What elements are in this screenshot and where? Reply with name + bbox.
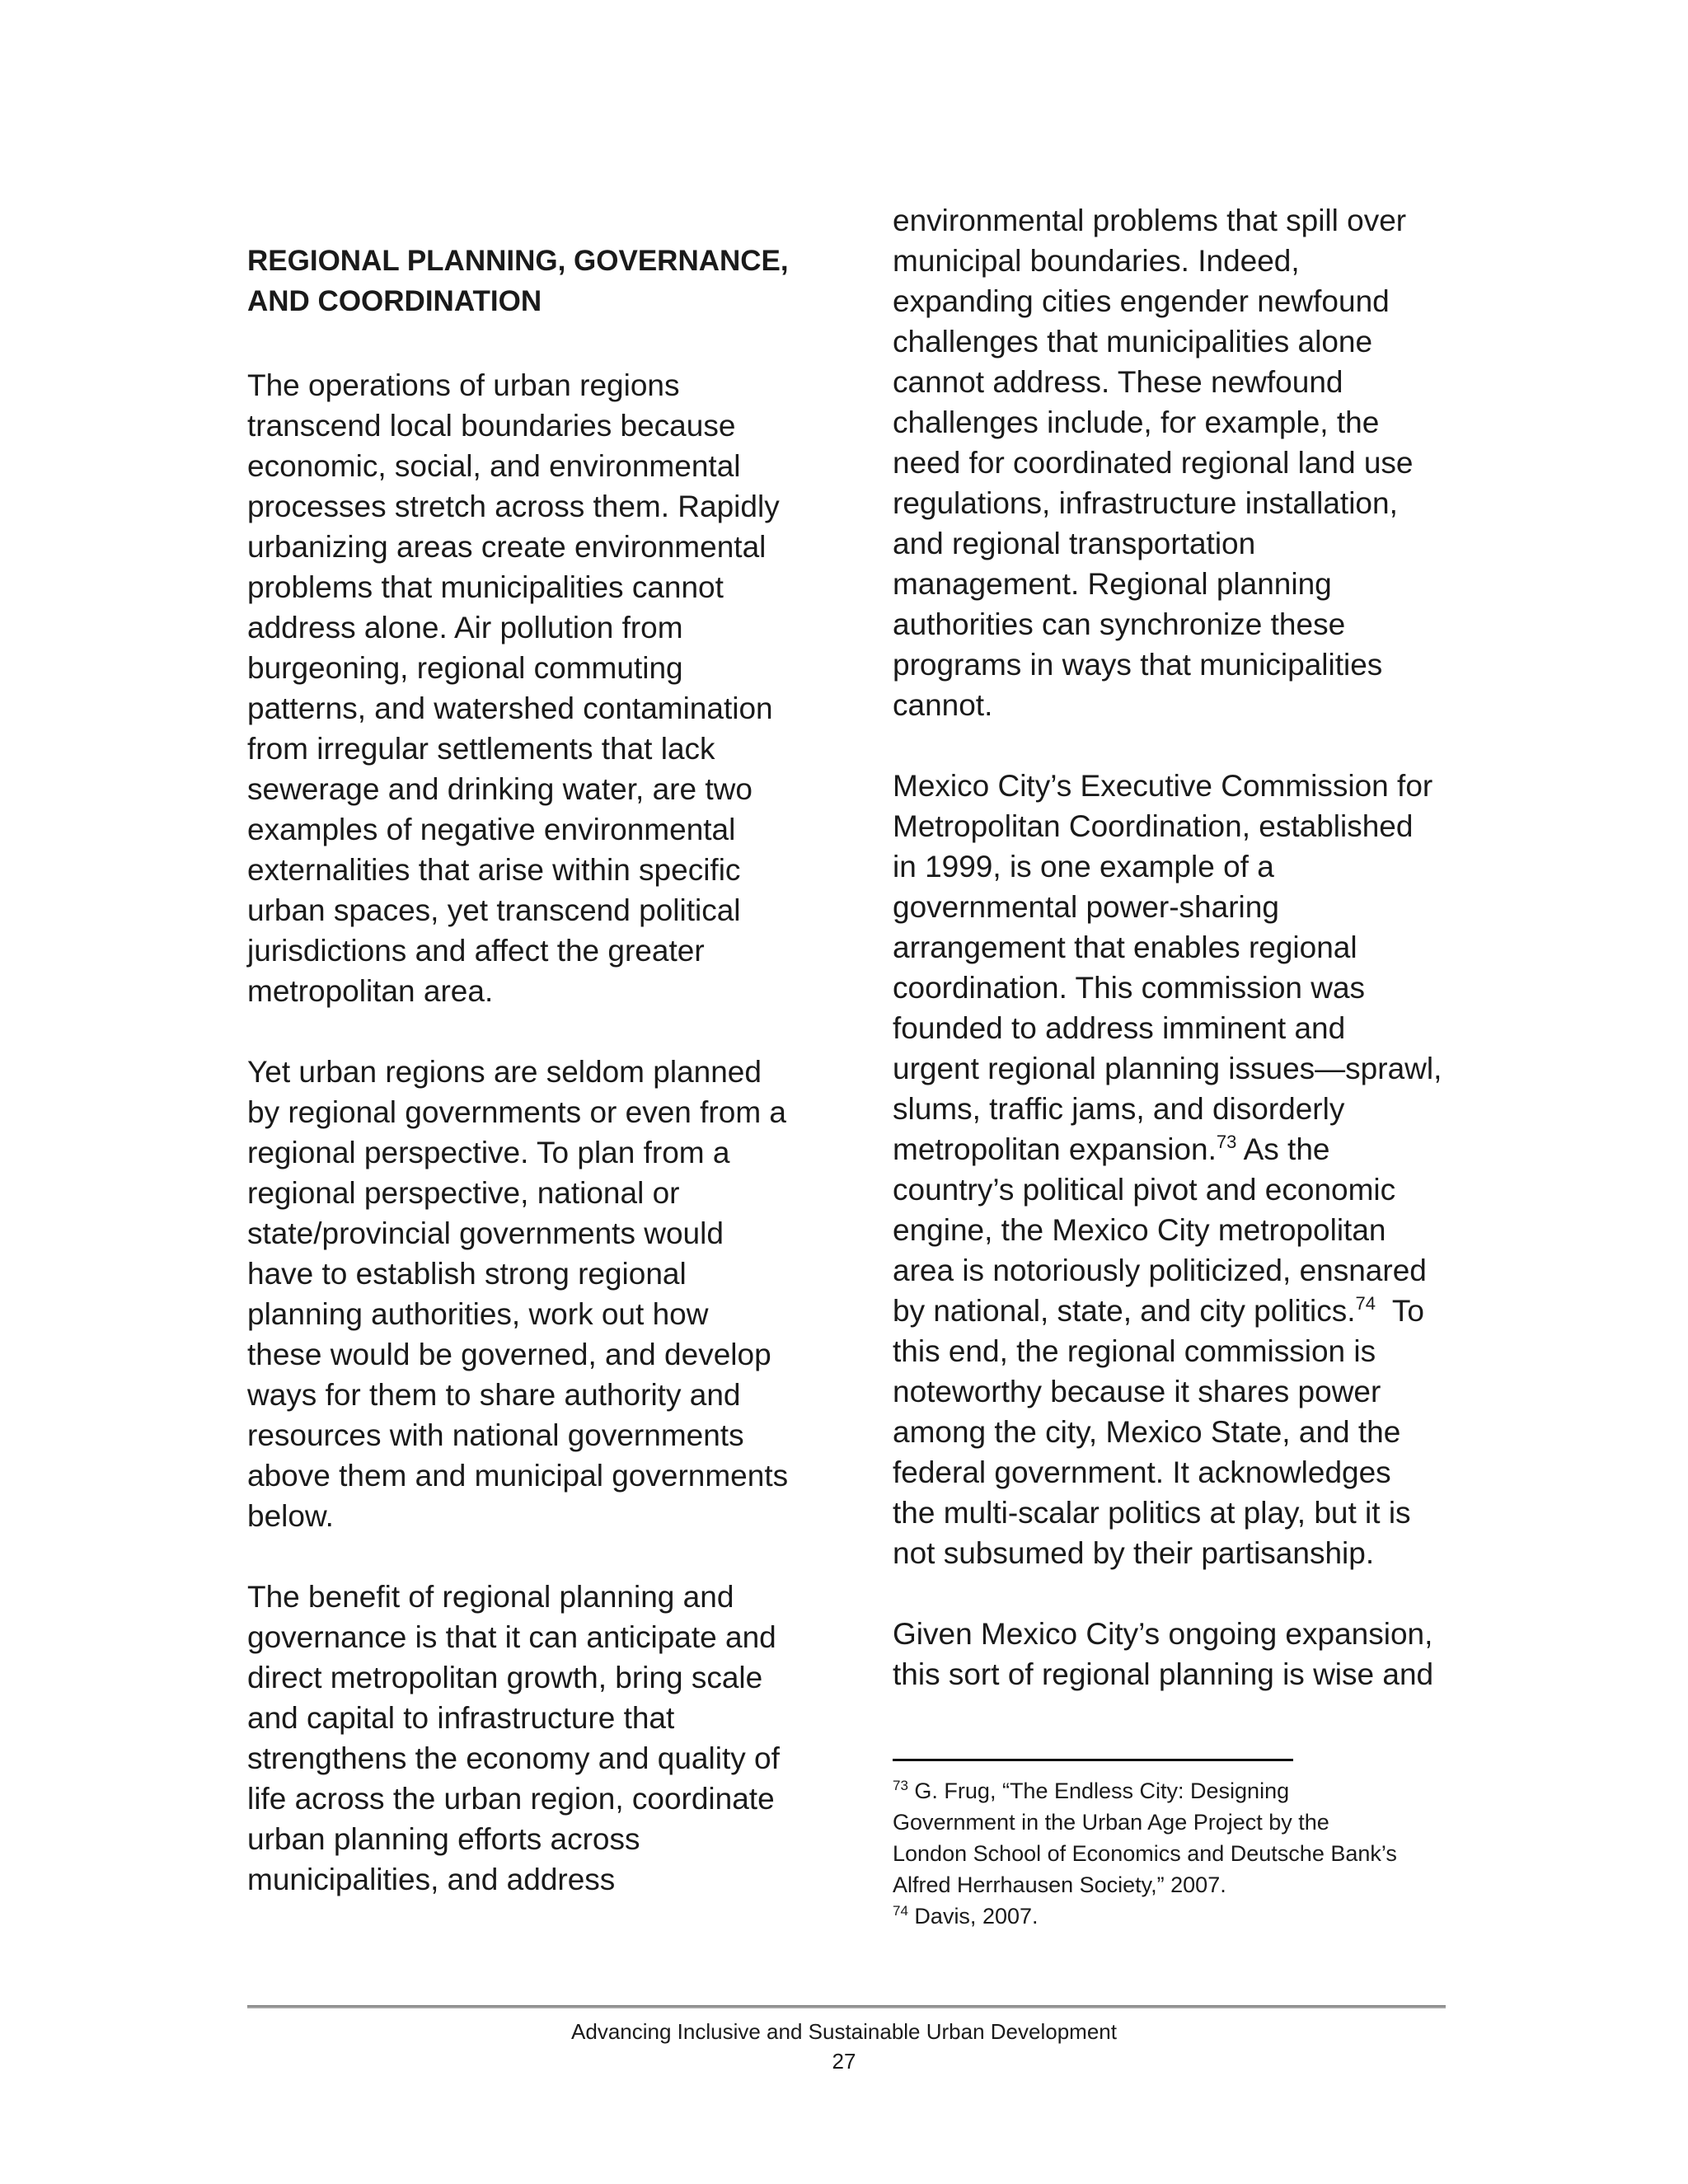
paragraph-line: municipal boundaries. Indeed, bbox=[893, 244, 1300, 278]
paragraph-line: direct metropolitan growth, bring scale bbox=[247, 1661, 763, 1694]
paragraph-line: this end, the regional commission is bbox=[893, 1334, 1376, 1368]
paragraph-line: patterns, and watershed contamination bbox=[247, 691, 773, 725]
paragraph-line: life across the urban region, coordinate bbox=[247, 1782, 775, 1816]
paragraph-line: municipalities, and address bbox=[247, 1863, 616, 1896]
footer-divider bbox=[247, 2005, 1446, 2008]
paragraph-line: country’s political pivot and economic bbox=[893, 1173, 1396, 1207]
paragraph-text: As the bbox=[1236, 1132, 1330, 1166]
footnote-line: Alfred Herrhausen Society,” 2007. bbox=[893, 1872, 1226, 1897]
paragraph-line: federal government. It acknowledges bbox=[893, 1455, 1391, 1489]
paragraph-line: regional perspective, national or bbox=[247, 1176, 680, 1210]
paragraph-line: management. Regional planning bbox=[893, 567, 1332, 601]
paragraph-line: externalities that arise within specific bbox=[247, 853, 741, 887]
paragraph-line: The benefit of regional planning and bbox=[247, 1580, 734, 1614]
paragraph-line: the multi-scalar politics at play, but it is bbox=[893, 1496, 1411, 1530]
paragraph-line: ways for them to share authority and bbox=[247, 1378, 741, 1412]
paragraph-line: state/provincial governments would bbox=[247, 1216, 724, 1250]
paragraph-line: these would be governed, and develop bbox=[247, 1338, 771, 1371]
paragraph-line: address alone. Air pollution from bbox=[247, 611, 683, 644]
paragraph-line: urban spaces, yet transcend political bbox=[247, 893, 741, 927]
paragraph-line: regional perspective. To plan from a bbox=[247, 1136, 730, 1169]
footnote-text: Davis, 2007. bbox=[907, 1904, 1039, 1929]
footnote-74 bbox=[893, 1900, 1039, 1932]
paragraph-line: transcend local boundaries because bbox=[247, 409, 736, 443]
section-heading-line-1: REGIONAL PLANNING, GOVERNANCE, bbox=[247, 245, 789, 277]
paragraph-line: planning authorities, work out how bbox=[247, 1297, 709, 1331]
paragraph-line: need for coordinated regional land use bbox=[893, 446, 1414, 480]
paragraph-line: sewerage and drinking water, are two bbox=[247, 772, 753, 806]
paragraph-line: from irregular settlements that lack bbox=[247, 732, 715, 766]
paragraph-line: below. bbox=[247, 1499, 334, 1533]
paragraph-line: Mexico City’s Executive Commission for bbox=[893, 769, 1433, 803]
footer-title: Advancing Inclusive and Sustainable Urban Development bbox=[571, 2019, 1117, 2044]
paragraph-line: authorities can synchronize these bbox=[893, 607, 1346, 641]
paragraph-line: and regional transportation bbox=[893, 527, 1256, 560]
paragraph-line: governmental power-sharing bbox=[893, 890, 1279, 924]
paragraph-text: metropolitan expansion. bbox=[893, 1132, 1217, 1166]
paragraph-line: this sort of regional planning is wise and bbox=[893, 1657, 1434, 1691]
paragraph-line: environmental problems that spill over bbox=[893, 204, 1407, 237]
footnote-separator bbox=[893, 1759, 1293, 1761]
footnote-number-74: 74 bbox=[893, 1903, 908, 1919]
paragraph-line: cannot address. These newfound bbox=[893, 365, 1343, 399]
paragraph-line: burgeoning, regional commuting bbox=[247, 651, 683, 685]
paragraph-line: noteworthy because it shares power bbox=[893, 1375, 1381, 1408]
paragraph-line: in 1999, is one example of a bbox=[893, 850, 1274, 883]
paragraph-line: economic, social, and environmental bbox=[247, 449, 741, 483]
page-number: 27 bbox=[832, 2049, 856, 2074]
paragraph-line: by regional governments or even from a bbox=[247, 1095, 787, 1129]
paragraph-line: challenges that municipalities alone bbox=[893, 325, 1373, 359]
paragraph-line: programs in ways that municipalities bbox=[893, 648, 1383, 682]
paragraph-line: problems that municipalities cannot bbox=[247, 570, 724, 604]
section-heading-line-2: AND COORDINATION bbox=[247, 285, 542, 317]
paragraph-line: cannot. bbox=[893, 688, 993, 722]
paragraph-line: coordination. This commission was bbox=[893, 971, 1366, 1005]
paragraph-line: engine, the Mexico City metropolitan bbox=[893, 1213, 1386, 1247]
paragraph-line: metropolitan area. bbox=[247, 974, 494, 1008]
paragraph-line: Given Mexico City’s ongoing expansion, bbox=[893, 1617, 1433, 1651]
paragraph-line: area is notoriously politicized, ensnared bbox=[893, 1254, 1427, 1287]
paragraph-line: Metropolitan Coordination, established bbox=[893, 809, 1414, 843]
paragraph-line: not subsumed by their partisanship. bbox=[893, 1536, 1375, 1570]
paragraph-line: expanding cities engender newfound bbox=[893, 284, 1390, 318]
paragraph-text: To bbox=[1375, 1294, 1424, 1328]
paragraph-line: challenges include, for example, the bbox=[893, 405, 1380, 439]
paragraph-line: have to establish strong regional bbox=[247, 1257, 687, 1291]
paragraph-line: governance is that it can anticipate and bbox=[247, 1620, 776, 1654]
paragraph-line: resources with national governments bbox=[247, 1418, 744, 1452]
paragraph-line: among the city, Mexico State, and the bbox=[893, 1415, 1401, 1449]
footnote-number-73: 73 bbox=[893, 1778, 908, 1793]
paragraph-line: slums, traffic jams, and disorderly bbox=[893, 1092, 1345, 1126]
paragraph-line: urban planning efforts across bbox=[247, 1822, 640, 1856]
paragraph-line: strengthens the economy and quality of bbox=[247, 1741, 780, 1775]
footnote-text: G. Frug, “The Endless City: Designing bbox=[907, 1779, 1290, 1803]
paragraph-line: urbanizing areas create environmental bbox=[247, 530, 767, 564]
footnote-line: London School of Economics and Deutsche Bank’s bbox=[893, 1841, 1397, 1866]
paragraph-line-with-footnote-73 bbox=[893, 1129, 1329, 1169]
paragraph-text: by national, state, and city politics. bbox=[893, 1294, 1356, 1328]
paragraph-line: and capital to infrastructure that bbox=[247, 1701, 675, 1735]
paragraph-line: The operations of urban regions bbox=[247, 368, 680, 402]
footnote-ref-74: 74 bbox=[1355, 1293, 1376, 1314]
footnote-73 bbox=[893, 1775, 1289, 1807]
footnote-ref-73: 73 bbox=[1216, 1132, 1237, 1152]
paragraph-line: jurisdictions and affect the greater bbox=[247, 934, 705, 968]
paragraph-line: examples of negative environmental bbox=[247, 813, 736, 846]
footnote-line: Government in the Urban Age Project by the bbox=[893, 1810, 1329, 1835]
paragraph-line: arrangement that enables regional bbox=[893, 930, 1357, 964]
paragraph-line: processes stretch across them. Rapidly bbox=[247, 490, 780, 523]
paragraph-line: founded to address imminent and bbox=[893, 1011, 1346, 1045]
paragraph-line-with-footnote-74 bbox=[893, 1291, 1424, 1331]
paragraph-line: above them and municipal governments bbox=[247, 1459, 789, 1493]
paragraph-line: urgent regional planning issues—sprawl, bbox=[893, 1052, 1442, 1085]
paragraph-line: regulations, infrastructure installation, bbox=[893, 486, 1398, 520]
paragraph-line: Yet urban regions are seldom planned bbox=[247, 1055, 762, 1089]
